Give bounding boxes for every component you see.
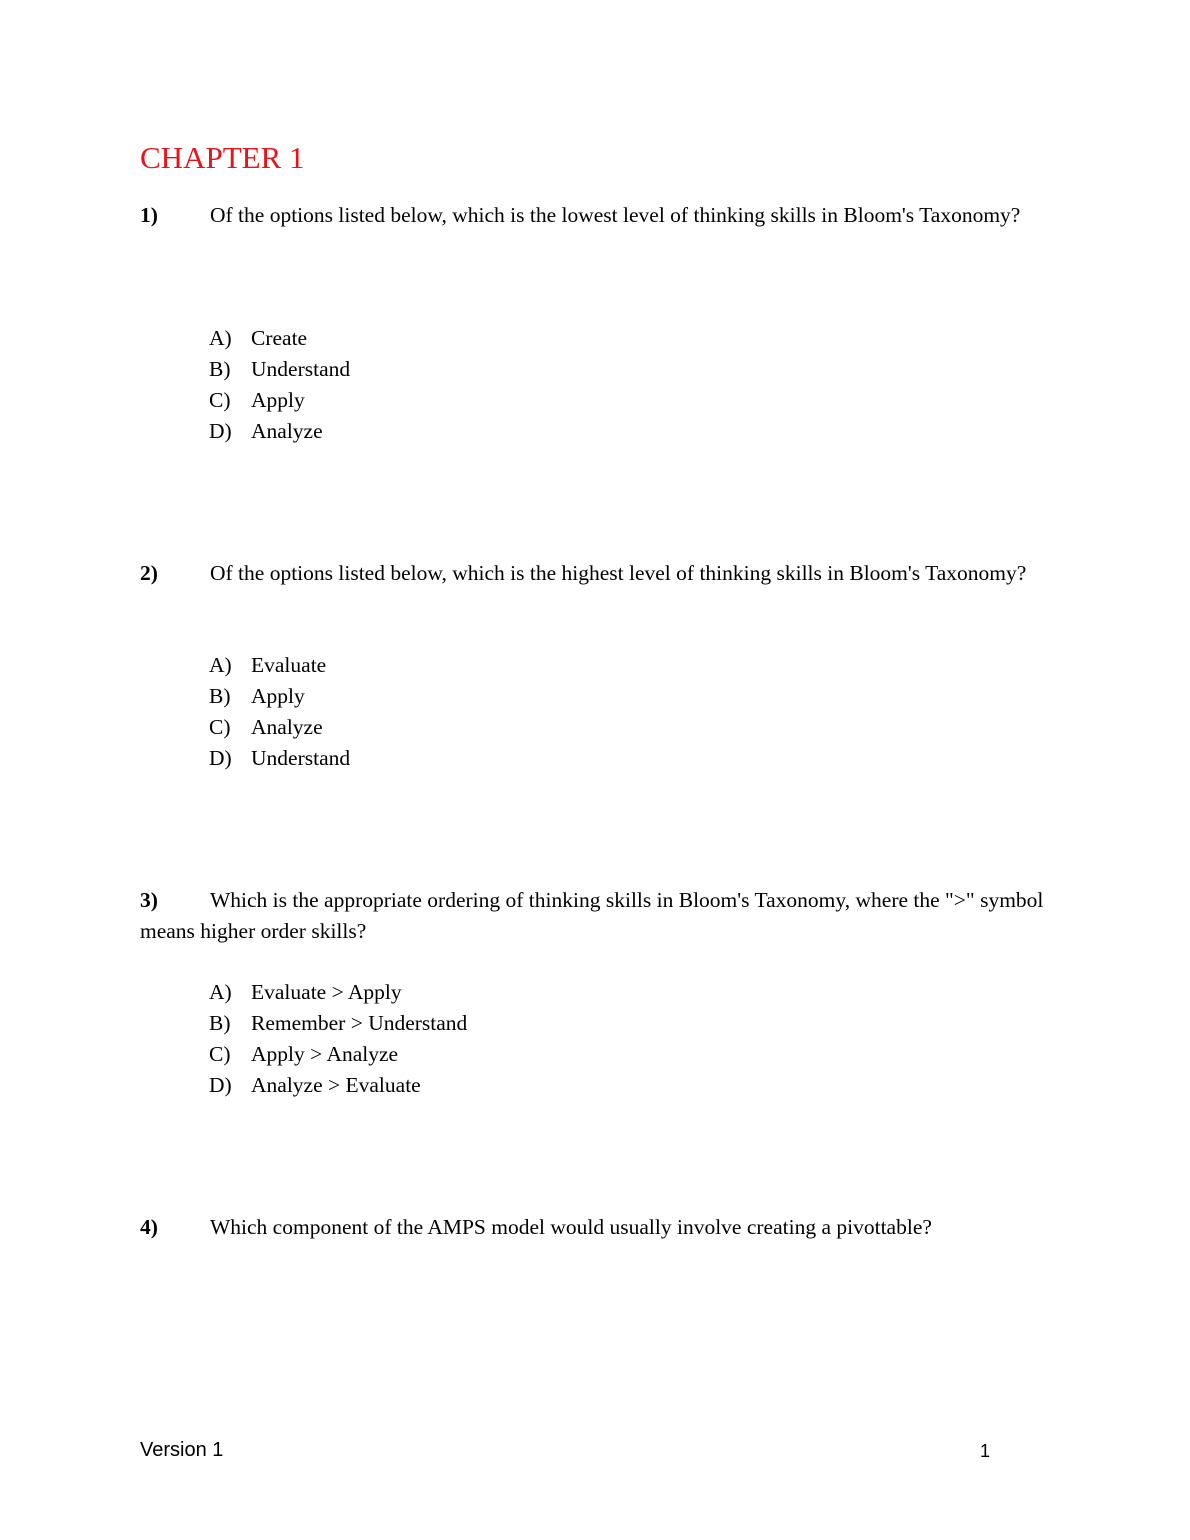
question-3-options	[209, 977, 467, 1101]
option-letter: D)	[209, 1073, 232, 1097]
question-3	[140, 885, 1060, 1097]
chapter-title: CHAPTER 1	[140, 140, 305, 175]
option-letter: A)	[209, 980, 232, 1004]
option-text: Analyze > Evaluate	[251, 1073, 421, 1097]
question-2-options	[209, 650, 350, 774]
option-letter: C)	[209, 1042, 231, 1066]
option-letter: D)	[209, 419, 232, 443]
option-text: Apply	[251, 388, 305, 412]
question-3-option-b	[209, 1008, 467, 1039]
question-4-text: Which component of the AMPS model would usually involve creating a pivottable?	[210, 1215, 932, 1239]
question-1-option-d	[209, 416, 350, 447]
option-text: Remember > Understand	[251, 1011, 468, 1035]
question-3-text-block	[140, 885, 1060, 947]
option-letter: C)	[209, 388, 231, 412]
option-text: Understand	[251, 746, 351, 770]
question-3-text: Which is the appropriate ordering of thinking skills in Bloom's Taxonomy, where the ">" symbol means higher order skills?	[140, 888, 1044, 943]
question-1-number: 1)	[140, 203, 158, 227]
question-1-text: Of the options listed below, which is the lowest level of thinking skills in Bloom's Taxonomy?	[210, 203, 1021, 227]
option-text: Apply	[251, 684, 305, 708]
question-3-option-a	[209, 977, 467, 1008]
option-text: Apply > Analyze	[251, 1042, 399, 1066]
option-text: Understand	[251, 357, 351, 381]
question-2-option-a	[209, 650, 350, 681]
option-letter: A)	[209, 653, 232, 677]
question-4-text-block	[140, 1212, 1060, 1243]
question-2-option-c	[209, 712, 350, 743]
question-1-text-block	[140, 200, 1060, 231]
question-1-option-b	[209, 354, 350, 385]
question-3-option-d	[209, 1070, 467, 1101]
question-4-number: 4)	[140, 1215, 158, 1239]
option-letter: A)	[209, 326, 232, 350]
question-1-option-a	[209, 323, 350, 354]
question-2-option-d	[209, 743, 350, 774]
question-2-option-b	[209, 681, 350, 712]
question-2-text-block	[140, 558, 1060, 589]
option-letter: D)	[209, 746, 232, 770]
question-1-options	[209, 323, 350, 447]
question-4	[140, 1212, 1060, 1243]
option-text: Create	[251, 326, 308, 350]
footer-version: Version 1	[140, 1439, 224, 1461]
option-text: Analyze	[251, 715, 323, 739]
question-1-option-c	[209, 385, 350, 416]
option-letter: B)	[209, 1011, 231, 1035]
option-text: Analyze	[251, 419, 323, 443]
question-2-number: 2)	[140, 561, 158, 585]
question-3-option-c	[209, 1039, 467, 1070]
option-text: Evaluate	[251, 653, 327, 677]
question-2-text: Of the options listed below, which is the highest level of thinking skills in Bloom's Taxonomy?	[210, 561, 1027, 585]
option-letter: C)	[209, 715, 231, 739]
question-3-number: 3)	[140, 888, 158, 912]
option-text: Evaluate > Apply	[251, 980, 402, 1004]
question-2	[140, 558, 1060, 770]
option-letter: B)	[209, 684, 231, 708]
question-1	[140, 200, 1060, 443]
footer-page-number: 1	[980, 1441, 991, 1461]
option-letter: B)	[209, 357, 231, 381]
